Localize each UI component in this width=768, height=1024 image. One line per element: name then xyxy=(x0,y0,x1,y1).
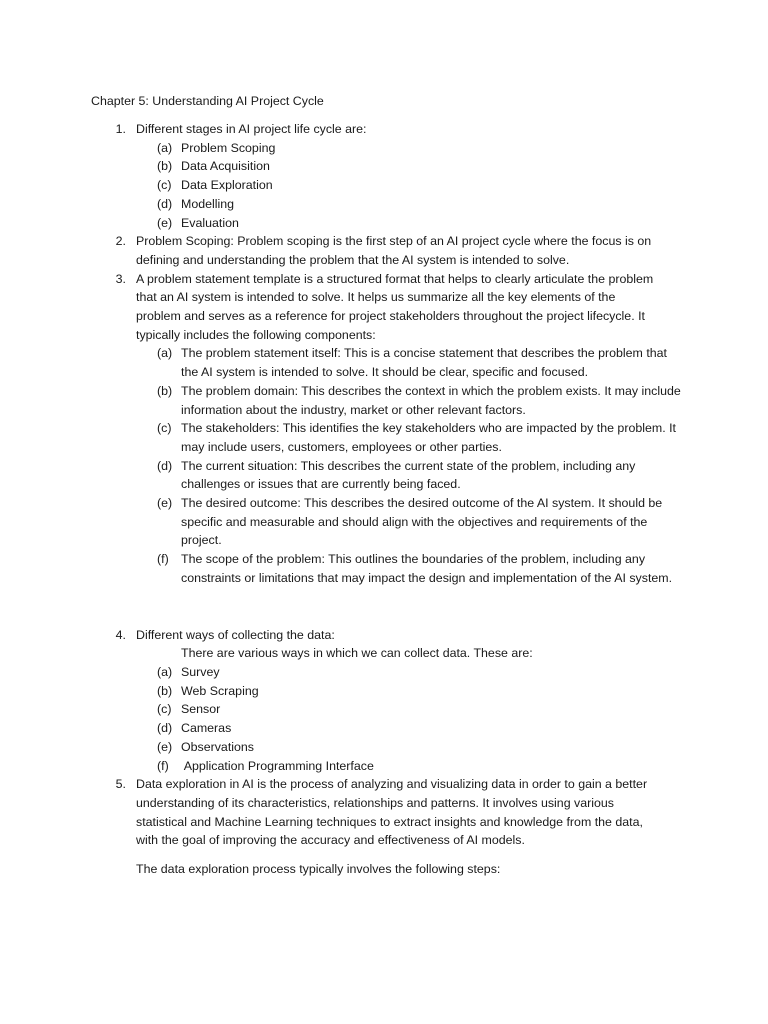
sub-item xyxy=(0,382,768,419)
sub-item-text: The scope of the problem: This outlines the boundaries of the problem, including any constraints or limitations that may impact the design and implementation of the AI system. xyxy=(181,552,673,585)
sub-item-label: (e) xyxy=(157,739,173,754)
item-text: Problem Scoping: Problem scoping is the first step of an AI project cycle where the focus is on defining and understanding the problem that the AI system is intended to solve. xyxy=(136,234,652,267)
item-text: A problem statement template is a structured format that helps to clearly articulate the problem that an AI system is intended to solve. It helps us summarize all the key elements of the problem and serves as a reference for project stakeholders throughout the project lifecycle. It typically includes the following components: xyxy=(136,271,654,342)
item-text: Data exploration in AI is the process of analyzing and visualizing data in order to gain a better understanding of its characteristics, relationships and patterns. It involves using various statistical and Machine Learning techniques to extract insights and knowledge from the data, with the goal of improving the accuracy and effectiveness of AI models. xyxy=(136,777,648,848)
sub-item-label: (a) xyxy=(157,664,173,679)
sub-item xyxy=(0,719,768,738)
sub-item xyxy=(0,663,768,682)
sub-item-text: The stakeholders: This identifies the key stakeholders who are impacted by the problem. It may include users, customers, employees or other parties. xyxy=(181,421,676,454)
sub-item-text: Web Scraping xyxy=(181,683,259,698)
sub-item-label: (d) xyxy=(157,458,173,473)
chapter-title: Chapter 5: Understanding AI Project Cycle xyxy=(91,94,324,108)
sub-item xyxy=(0,176,768,195)
sub-item xyxy=(0,419,768,456)
sub-item xyxy=(0,157,768,176)
sub-item xyxy=(0,214,768,233)
sub-item-text: Application Programming Interface xyxy=(181,758,374,773)
sub-item-label: (c) xyxy=(157,178,172,193)
item-number: 4. xyxy=(115,627,126,642)
sub-item-text: The problem statement itself: This is a concise statement that describes the problem that the AI system is intended to solve. It should be clear, specific and focused. xyxy=(181,346,667,380)
sub-item-text: Evaluation xyxy=(181,215,239,230)
sub-item-label: (c) xyxy=(157,702,172,717)
sub-item xyxy=(0,139,768,158)
sub-item-label: (f) xyxy=(157,552,169,567)
sub-item-text: Modelling xyxy=(181,196,235,211)
sub-item-label: (e) xyxy=(157,215,173,230)
sub-item-label: (a) xyxy=(157,346,173,361)
numbered-list xyxy=(0,120,768,879)
item-intro: There are various ways in which we can collect data. These are: xyxy=(181,646,533,661)
sub-item xyxy=(0,494,768,550)
item-number: 1. xyxy=(115,122,126,136)
sub-item xyxy=(0,457,768,494)
sub-item-text: Survey xyxy=(181,664,220,679)
sub-item-label: (a) xyxy=(157,140,173,155)
sub-item-label: (d) xyxy=(157,721,173,736)
spacer xyxy=(0,588,768,626)
item-number: 3. xyxy=(115,271,126,286)
sub-item-label: (d) xyxy=(157,196,173,211)
item-number: 2. xyxy=(115,234,126,249)
sub-item xyxy=(0,195,768,214)
sub-item-text: Data Exploration xyxy=(181,178,273,193)
sub-item-text: Problem Scoping xyxy=(181,140,276,155)
item-text: Different ways of collecting the data: xyxy=(136,627,335,642)
item-number: 5. xyxy=(115,777,126,792)
sub-item-label: (b) xyxy=(157,383,173,398)
sub-item xyxy=(0,682,768,701)
sub-item-text: Data Acquisition xyxy=(181,159,270,174)
list-item-3 xyxy=(0,270,768,345)
item-followup-paragraph: The data exploration process typically involves the following steps: xyxy=(136,862,501,877)
sub-item-text: Observations xyxy=(181,739,255,754)
sub-item-label: (c) xyxy=(157,421,172,436)
sub-item-label: (e) xyxy=(157,496,173,511)
sub-item xyxy=(0,344,768,381)
sub-item-text: The current situation: This describes the current state of the problem, including any challenges or issues that are currently being faced. xyxy=(181,458,636,492)
list-item-5 xyxy=(0,775,768,850)
item-text: Different stages in AI project life cycle are: xyxy=(136,122,367,136)
sub-item-label: (f) xyxy=(157,758,169,773)
sub-item xyxy=(0,550,768,587)
sub-item-text: The problem domain: This describes the context in which the problem exists. It may include information about the industry, market or other relevant factors. xyxy=(181,383,681,417)
sub-item-label: (b) xyxy=(157,159,173,174)
sub-item-text: Cameras xyxy=(181,721,232,736)
sub-item xyxy=(0,738,768,757)
sub-item xyxy=(0,700,768,719)
sub-item-text: Sensor xyxy=(181,702,221,717)
sub-item-label: (b) xyxy=(157,683,173,698)
list-item-4 xyxy=(0,626,768,645)
sub-item-text: The desired outcome: This describes the desired outcome of the AI system. It should be specific and measurable and should align with the objectives and requirements of the project. xyxy=(181,496,663,548)
list-item-1 xyxy=(0,120,768,139)
sub-item xyxy=(0,757,768,776)
list-item-2 xyxy=(0,232,768,269)
